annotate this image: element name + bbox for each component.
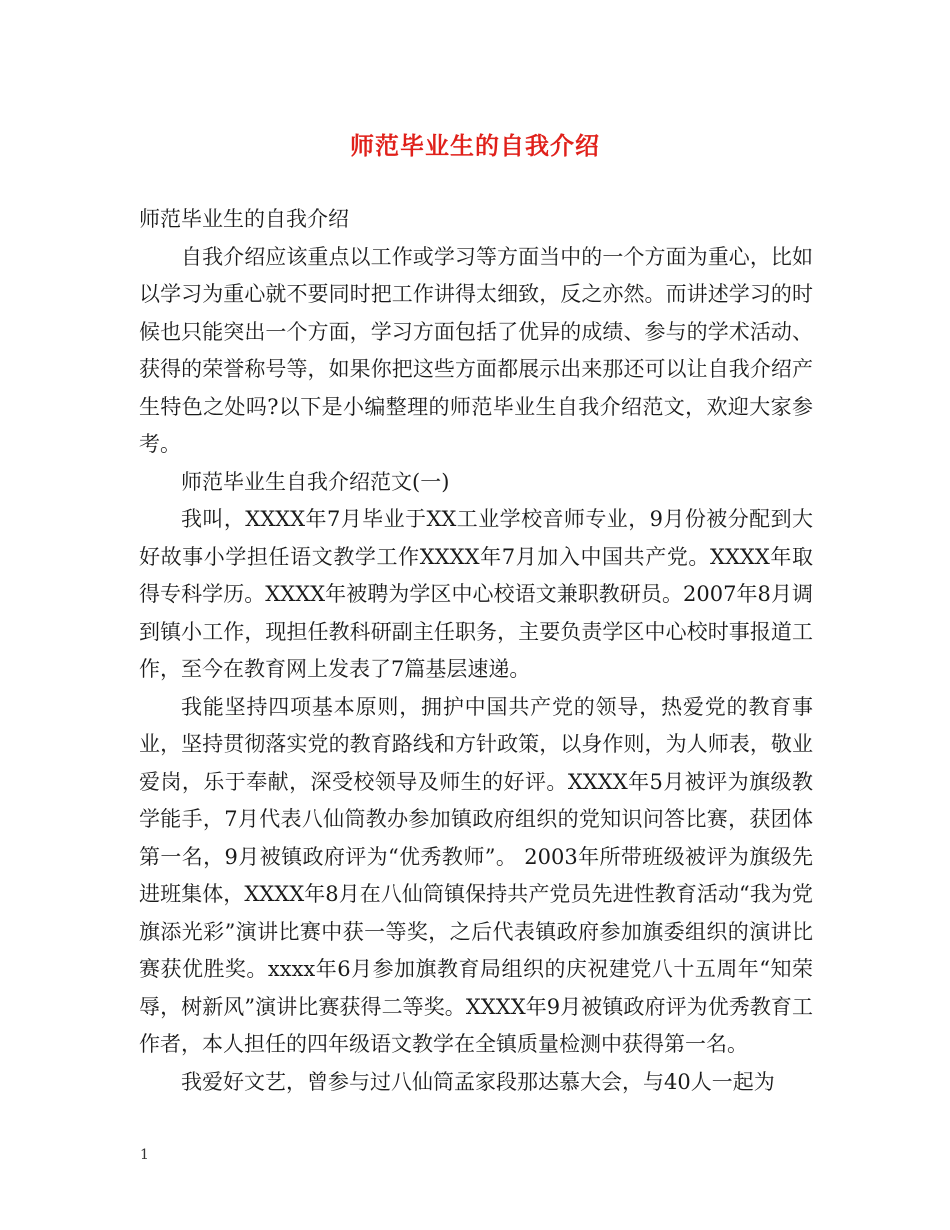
- paragraph-heading: 师范毕业生的自我介绍: [139, 207, 349, 231]
- paragraph-intro: 自我介绍应该重点以工作或学习等方面当中的一个方面为重心，比如以学习为重心就不要同时把工作讲得太细致，反之亦然。而讲述学习的时候也只能突出一个方面，学习方面包括了优异的成绩、参与的学术活动、获得的荣誉称号等，如果你把这些方面都展示出来那还可以让自我介绍产生特色之处吗?以下是小编整理的师范毕业生自我介绍范文，欢迎大家参考。: [139, 244, 813, 456]
- paragraph-sample-title: 师范毕业生自我介绍范文(一): [181, 469, 450, 494]
- paragraph-achievements: 我能坚持四项基本原则，拥护中国共产党的领导，热爱党的教育事业，坚持贯彻落实党的教育路线和方针政策，以身作则，为人师表，敬业爱岗，乐于奉献，深受校领导及师生的好评。XXXX年5月被评为旗级教学能手，7月代表八仙筒教办参加镇政府组织的党知识问答比赛，获团体第一名，9月被镇政府评为“优秀教师”。 2003年所带班级被评为旗级先进班集体，XXXX年8月在八仙筒镇保持共产党员先进性教育活动“我为党旗添光彩”演讲比赛中获一等奖，之后代表镇政府参加旗委组织的演讲比赛获优胜奖。xxxx年6月参加旗教育局组织的庆祝建党八十五周年“知荣辱，树新风”演讲比赛获得二等奖。XXXX年9月被镇政府评为优秀教育工作者，本人担任的四年级语文教学在全镇质量检测中获得第一名。: [139, 694, 813, 1056]
- page-number: 1: [140, 1147, 149, 1163]
- paragraph-hobbies: 我爱好文艺，曾参与过八仙筒孟家段那达慕大会，与40人一起为: [181, 1069, 775, 1094]
- document-title: 师范毕业生的自我介绍: [350, 131, 600, 160]
- document-body: [139, 201, 813, 1101]
- paragraph-background: 我叫，XXXX年7月毕业于XX工业学校音师专业，9月份被分配到大好故事小学担任语文教学工作XXXX年7月加入中国共产党。XXXX年取得专科学历。XXXX年被聘为学区中心校语文兼职教研员。2007年8月调到镇小工作，现担任教科研副主任职务，主要负责学区中心校时事报道工作，至今在教育网上发表了7篇基层速递。: [139, 507, 813, 681]
